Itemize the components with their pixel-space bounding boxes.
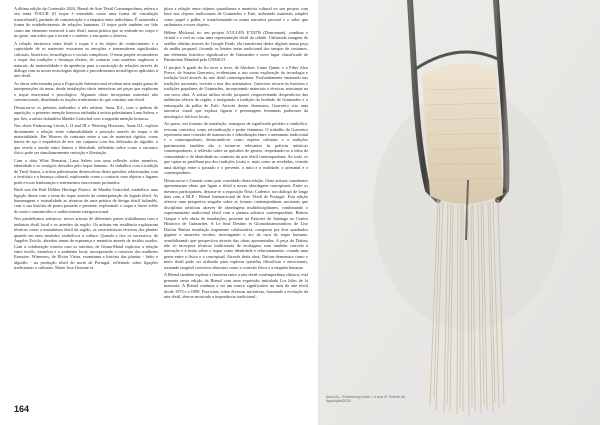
paragraph: Nas obras Embracing Limits I, II and III e Weaving Horizons, Anna ILL explora diretamente a relação entre vulnerabilidade e proteção através do toque e da materialidade. Em Weaves do contraste entre a sua de materiais rígidos, como barras de aço e esqueletos de ave, em conjunto com fios delicados de algodão, o que revela a tensão entre limites e liberdade, refletindo sobre como o encontro físico pode ser simultaneamente restrição e libertação. <box>14 123 158 156</box>
photo-caption: Anna ILL, Embracing Limits I, II and III. Prémio de Aquisição/2024. <box>326 395 406 404</box>
paragraph: Hélène Mickaud, no seu projeto A'ULLEN E'TAT'R (Dominante), combina o virtual e o real ao criar uma representação têxtil da cidade. Utilizando imagens de satélite obtidas através do Google Earth, ela transforma dados digitais numa peça de malha jacquard, focando os limites entre tradicional dos tampos de costumes, um elemento histórico significativo de Guimarães e nove lugar classificado de Património Mundial pela UNESCO. <box>164 29 308 63</box>
paragraph: Com a obra What Remains, Lana Salem traz uma reflexão sobre memória, identidade e os vestígios deixados pelo toque humano. As trabalhos com a tradição de Yusif Anani, a artista palestiniana desenvolveu desta questões relacionadas com o território e a herança cultural, explorando como o contacto com objetos e lugares pode evocar lembranças e sentimentos emocionais profundos. <box>14 157 158 185</box>
paragraph: Ao passo, em formato de instalação, entregues de significado perfeito e simbólico, evocam conceitos como reivindicação e poder feminino. O trabalho de Guerreiro representa uma conexão de manuscrito e hibridização entre o artesanato tradicional e o contemporâneo, destacando-se como aspetos culturais e a tradições patrimoniais também são a tornar-se relevantes às práticas artísticas contemporâneas, à reflexão sobre as questões de género, respeitando-se a ideia de comunidade e de identidade no contexto da arte têxtil contemporânea. Ao todo, os que optou-se partilham por dos tradições locais e, mais como as recebidas, criando uma dialógo entre o passado e o presente, o mito e a realidade, o artesanal e o contemporâneo. <box>164 121 308 176</box>
page-number: 164 <box>14 404 30 414</box>
text-column-middle <box>164 6 308 402</box>
paragraph: Nos paralelismos artísticos, novos artistas de diferentes países trabalharam com a indústria têxtil local e os artesãos da região. Os artistas em residência exploraram técnicas como a manufatura têxtil da região, as características técnicas dos plantas quando em nem símbolos simbólicos à cultura. Quando a fios os sucessivos. de Angeles Escolo, abordou temas de esperança e memória através de tecidos usados. Com a colaboração estreita com os artesãos, de Ginan-Maral explorou a relação entre tecido, memória e o ambiente local, incorporando o contexto dos mulheres Enrustas: Witnesses, de Elvira Vieira, examinam a história das plantas - linho e algodão - na produção têxtil do norte de Portugal, refletindo sobre ligações tradicionais e culturais. Marie Jose Gestone et. <box>14 216 158 271</box>
paragraph: Destacou-se os prémios atribuídos a três artistas: Anna ILL, com o prémio de aquisição; o primeiro menção honrosa atribuída à artista palestiniana Lana Salem; e por fim, a artista holandesa Maaike Gottschal com a segunda menção honrosa. <box>14 104 158 121</box>
paragraph: Birth was the Raft Dobber Heritage Protect, de Maaike Gottschal, estabelece uma ligação direta com o tema do toque através da reinterpretação do legado têxtil. As homenagens e textualidade as técnicas de uma prática de design têxtil holandês, com a sua história de ponto passado e presente, explorando o toque a haver sobre do mais e transmitidos o conhecimento intergeracional. <box>14 187 158 214</box>
paragraph: As obras selecionadas para a Exposição Internacional revelam uma ampla gama de interpretações do tema, desde instalações táteis interativas até peças que exploram o toque emocional e psicológico. Algumas obras incorporam materiais não convencionais, desafiando as noções tradicionais do que constitui arte têxtil. <box>14 80 158 103</box>
paragraph: A última edição da Contextile 2024, Bienal de Arte Têxtil Contemporânea, reitera o seu tema TOUCH (O toque é entendido como uma forma de vinculação transcultural), partindo de comunicação e a empatia entre indivíduos. É assumida a forma de estabelecimento de relações humanas. O toque pode também ser lido como um elemento essencial à arte têxtil, numa prática que se entende no corpo e no gesto, nas mãos que o tecem e o sentem, e em quem o observa. <box>14 6 158 39</box>
artwork-illustration <box>318 0 600 425</box>
artwork-photo <box>318 0 600 425</box>
paragraph: Destacou-se o Canada como país convidado desta edição. Onze artistas canadianos apresentaram obras que ligam o têxtil a novas abordagens conceptuais. Entre os mesmos participantes, destaca-se a exposição Nóta: Cadence, um diálogo de longa data com a BLP - Bienal Internacional de Arte Têxtil de Portugal. Esta edição oferece uma perspetiva singular sobre as formas contemporâneas nacionais que disciplinar artísticas através de abordagens multidisciplinares, combinando o experimentado tradicional têxtil com a pintura artística contemporânea. Beatriz Gaspar e três obras de instalações, presente na Palacete de Santiago no Centro Histórico de Guimarães. A Le Soul Destino et Glomodatamoxinhon. de Lise Dufour Batista instalação imponente colaborativa, composta por dois quadrados gigante e amarelos tecidos, investigando o ato da cura do toque humano, sensibilizando que perspectiva através das obras apresentadas. A peça da Dufour não só incorpora técnicas tradicionais de tecelagem, mas também convida à interação e à fusão sobre o toque como identidade e relacionamento, criando uma ponte entre o físico e o conceptual. Através desta obra, Dufour demonstra como o meio têxtil pode ser utilizado para explorar questões filosóficas e emocionais, tornando tangível conceitos abstratos como a conexão física e a empatia humana. <box>164 177 308 270</box>
paragraph: plora a relação entre objetos quotidianos e memória cultural no seu projeto com base nos objetos tradicionais de Guimarães e Fafe, utilizando materiais simples como papel e palha, e transformando-os numa narrativa pessoal e o valor que atribuímos a esses objetos. <box>164 6 308 28</box>
paragraph: O projeto A grade do fio tecer a tecer, de Abirbert, Liane Quinn, e a Fiber Alex Pierce, de Suzana Guerreiro, evidenciam o uso como exploração da tecnologia e tradição local através da arte têxtil contemporânea. Profundamente enraizado nas tradições nacionais, revisita o teor dos artesanatos. Guerreiro recorre às histórias e tradições populares de Guimarães, incorporando materiais e técnicas artesanais na sua nova obra. A artista utiliza tecido jacquard, reaproveitando desperdícios das indústrias têxteis da região, e integrando a tradição do bordado de Guimarães e o entrançado da palha de Fafe. Através destes elementos, Guerreiro cria uma narrativa visual que explora figuras e personagens femininas poderosas da mitologia e folclore locais. <box>164 64 308 119</box>
paragraph: A Bienal também explora a fronteira entre a arte têxtil contemporânea clássica, está presente nesta edição da Bienal com uma expressão intitulada Los hilos de la memoria. A Bienal continua a ser um marco significativo na área da arte têxtil desde 1973 e a 1999. Para mais, sobre diversas iniciativas, formando a evolução da arte têxtil, têm-se mostrado a importância tradicional... <box>164 272 308 300</box>
text-column-left <box>14 6 158 402</box>
paragraph: A relação intrínseca entre têxtil e toque é a do objeto de conhecimento e a capacidade de os materiais evocarem as emoções e transmitirem significados culturais, históricos, tecnológicos e sociais complexos. O tema propõe reconsiderar o toque dos tradições e heranças têxteis, do contacto com matérias orgânicas e naturais, da materialidade e da apetência para a construção de relações através do diálogo com as novas tecnologias digitais e procedimentos tecnológicos aplicados à arte têxtil. <box>14 40 158 79</box>
